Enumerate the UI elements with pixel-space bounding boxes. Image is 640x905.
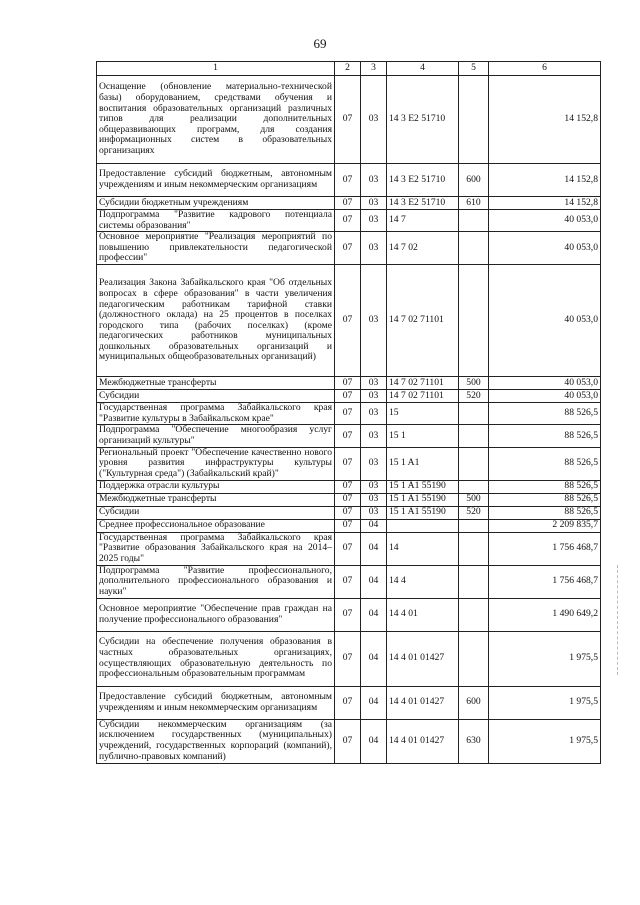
- row-target-code: 15: [387, 403, 459, 425]
- table-row: [97, 265, 601, 377]
- row-amount: 14 152,8: [489, 164, 601, 197]
- row-section: 07: [335, 447, 361, 480]
- row-expense-type: 520: [459, 390, 489, 403]
- row-target-code: 14 3 E2 51710: [387, 197, 459, 210]
- table-row: [97, 197, 601, 210]
- row-amount: 40 053,0: [489, 377, 601, 390]
- row-subsection: 03: [361, 403, 387, 425]
- row-name: Предоставление субсидий бюджетным, автономным учреждениям и иным некоммерческим организациям: [97, 164, 335, 197]
- row-section: 07: [335, 519, 361, 532]
- table-row: [97, 719, 601, 763]
- row-name: Субсидии бюджетным учреждениям: [97, 197, 335, 210]
- row-amount: 88 526,5: [489, 493, 601, 506]
- row-expense-type: 600: [459, 686, 489, 719]
- table-row: [97, 631, 601, 686]
- row-target-code: 14: [387, 532, 459, 565]
- table-row: [97, 532, 601, 565]
- row-target-code: 14 7 02 71101: [387, 265, 459, 377]
- row-amount: 40 053,0: [489, 390, 601, 403]
- header-cell: 5: [459, 62, 489, 76]
- row-section: 07: [335, 506, 361, 519]
- row-expense-type: 630: [459, 719, 489, 763]
- table-row: [97, 519, 601, 532]
- table-row: [97, 493, 601, 506]
- row-section: 07: [335, 403, 361, 425]
- row-expense-type: 610: [459, 197, 489, 210]
- row-section: 07: [335, 493, 361, 506]
- row-subsection: 03: [361, 390, 387, 403]
- row-amount: 1 975,5: [489, 686, 601, 719]
- row-expense-type: [459, 403, 489, 425]
- row-section: 07: [335, 265, 361, 377]
- row-subsection: 03: [361, 76, 387, 164]
- row-target-code: 14 3 E2 51710: [387, 164, 459, 197]
- row-subsection: 03: [361, 493, 387, 506]
- row-name: Подпрограмма "Обеспечение многообразия услуг организаций культуры": [97, 425, 335, 447]
- row-target-code: [387, 519, 459, 532]
- row-name: Субсидии некоммерческим организациям (за исключением государственных (муниципальных) учреждений, государственных корпораций (компаний), публично-правовых компаний): [97, 719, 335, 763]
- row-subsection: 04: [361, 719, 387, 763]
- row-expense-type: [459, 210, 489, 232]
- row-amount: 88 526,5: [489, 480, 601, 493]
- row-section: 07: [335, 377, 361, 390]
- row-name: Основное мероприятие "Обеспечение прав граждан на получение профессионального образования": [97, 598, 335, 631]
- row-subsection: 03: [361, 197, 387, 210]
- row-section: 07: [335, 425, 361, 447]
- row-amount: 40 053,0: [489, 265, 601, 377]
- row-name: Оснащение (обновление материально-технической базы) оборудованием, средствами обучения и воспитания образовательных организаций различных типов для реализации дополнительных общеразвивающих программ, для создания информационных систем в образовательных организациях: [97, 76, 335, 164]
- header-cell: 6: [489, 62, 601, 76]
- header-cell: 2: [335, 62, 361, 76]
- table-row: [97, 76, 601, 164]
- table-row: [97, 506, 601, 519]
- row-name: Региональный проект "Обеспечение качественно нового уровня развития инфраструктуры культуры ("Культурная среда") (Забайкальский край)": [97, 447, 335, 480]
- row-target-code: 15 1: [387, 425, 459, 447]
- row-expense-type: [459, 565, 489, 598]
- row-amount: 1 756 468,7: [489, 565, 601, 598]
- row-expense-type: 520: [459, 506, 489, 519]
- row-subsection: 04: [361, 686, 387, 719]
- table-row: [97, 210, 601, 232]
- row-subsection: 03: [361, 232, 387, 265]
- page-edge-mark: [617, 565, 618, 675]
- row-subsection: 03: [361, 447, 387, 480]
- row-subsection: 03: [361, 265, 387, 377]
- row-amount: 88 526,5: [489, 403, 601, 425]
- row-target-code: 14 4 01 01427: [387, 686, 459, 719]
- row-section: 07: [335, 480, 361, 493]
- table-row: [97, 164, 601, 197]
- table-row: [97, 598, 601, 631]
- row-expense-type: [459, 232, 489, 265]
- row-amount: 40 053,0: [489, 210, 601, 232]
- row-amount: 1 490 649,2: [489, 598, 601, 631]
- row-amount: 88 526,5: [489, 506, 601, 519]
- row-name: Подпрограмма "Развитие профессионального, дополнительного профессионального образования и науки": [97, 565, 335, 598]
- row-expense-type: 500: [459, 377, 489, 390]
- row-name: Субсидии: [97, 390, 335, 403]
- header-cell: 1: [97, 62, 335, 76]
- table-row: [97, 425, 601, 447]
- row-subsection: 03: [361, 480, 387, 493]
- row-section: 07: [335, 210, 361, 232]
- row-section: 07: [335, 390, 361, 403]
- row-amount: 14 152,8: [489, 197, 601, 210]
- row-name: Субсидии: [97, 506, 335, 519]
- row-name: Государственная программа Забайкальского края "Развитие культуры в Забайкальском крае": [97, 403, 335, 425]
- row-target-code: 14 7 02 71101: [387, 377, 459, 390]
- row-section: 07: [335, 164, 361, 197]
- row-section: 07: [335, 532, 361, 565]
- row-expense-type: [459, 425, 489, 447]
- row-name: Межбюджетные трансферты: [97, 493, 335, 506]
- row-expense-type: [459, 480, 489, 493]
- row-amount: 1 975,5: [489, 719, 601, 763]
- row-section: 07: [335, 631, 361, 686]
- budget-table: [96, 61, 601, 764]
- row-target-code: 14 3 E2 51710: [387, 76, 459, 164]
- row-expense-type: [459, 447, 489, 480]
- row-amount: 1 975,5: [489, 631, 601, 686]
- row-target-code: 14 4 01 01427: [387, 719, 459, 763]
- row-target-code: 15 1 A1 55190: [387, 480, 459, 493]
- row-name: Предоставление субсидий бюджетным, автономным учреждениям и иным некоммерческим организациям: [97, 686, 335, 719]
- table-row: [97, 390, 601, 403]
- row-section: 07: [335, 565, 361, 598]
- row-subsection: 03: [361, 210, 387, 232]
- table-row: [97, 377, 601, 390]
- row-subsection: 03: [361, 164, 387, 197]
- row-name: Межбюджетные трансферты: [97, 377, 335, 390]
- row-name: Субсидии на обеспечение получения образования в частных образовательных организациях, осуществляющих образовательную деятельность по профессиональным образовательным программам: [97, 631, 335, 686]
- row-expense-type: [459, 519, 489, 532]
- row-name: Поддержка отрасли культуры: [97, 480, 335, 493]
- row-expense-type: 600: [459, 164, 489, 197]
- row-amount: 2 209 835,7: [489, 519, 601, 532]
- header-cell: 4: [387, 62, 459, 76]
- row-subsection: 04: [361, 598, 387, 631]
- row-target-code: 14 4 01: [387, 598, 459, 631]
- table-row: [97, 686, 601, 719]
- row-subsection: 04: [361, 565, 387, 598]
- row-subsection: 03: [361, 425, 387, 447]
- table-row: [97, 232, 601, 265]
- row-name: Реализация Закона Забайкальского края "Об отдельных вопросах в сфере образования" в части увеличения педагогическим работникам тарифной ставки (должностного оклада) на 25 процентов в поселках городского типа (рабочих поселках) (кроме педагогических работников муниципальных дошкольных образовательных организаций и муниципальных общеобразовательных организаций): [97, 265, 335, 377]
- row-amount: 88 526,5: [489, 425, 601, 447]
- row-section: 07: [335, 232, 361, 265]
- row-expense-type: [459, 631, 489, 686]
- header-cell: 3: [361, 62, 387, 76]
- row-subsection: 03: [361, 377, 387, 390]
- row-name: Государственная программа Забайкальского края "Развитие образования Забайкальского края на 2014–2025 годы": [97, 532, 335, 565]
- row-amount: 88 526,5: [489, 447, 601, 480]
- row-target-code: 14 4 01 01427: [387, 631, 459, 686]
- row-target-code: 14 7 02 71101: [387, 390, 459, 403]
- row-subsection: 04: [361, 532, 387, 565]
- row-expense-type: [459, 265, 489, 377]
- page-number: 69: [313, 36, 327, 51]
- row-section: 07: [335, 197, 361, 210]
- row-amount: 14 152,8: [489, 76, 601, 164]
- row-subsection: 04: [361, 631, 387, 686]
- row-target-code: 15 1 A1 55190: [387, 506, 459, 519]
- table-row: [97, 565, 601, 598]
- row-amount: 40 053,0: [489, 232, 601, 265]
- row-section: 07: [335, 76, 361, 164]
- row-expense-type: [459, 532, 489, 565]
- row-section: 07: [335, 598, 361, 631]
- header-row: [97, 62, 601, 76]
- row-section: 07: [335, 719, 361, 763]
- row-target-code: 15 1 A1: [387, 447, 459, 480]
- row-target-code: 14 7: [387, 210, 459, 232]
- row-name: Основное мероприятие "Реализация мероприятий по повышению привлекательности педагогической профессии": [97, 232, 335, 265]
- row-target-code: 14 4: [387, 565, 459, 598]
- row-subsection: 03: [361, 506, 387, 519]
- row-expense-type: [459, 76, 489, 164]
- row-target-code: 14 7 02: [387, 232, 459, 265]
- table-row: [97, 403, 601, 425]
- row-name: Подпрограмма "Развитие кадрового потенциала системы образования": [97, 210, 335, 232]
- row-section: 07: [335, 686, 361, 719]
- row-expense-type: [459, 598, 489, 631]
- row-amount: 1 756 468,7: [489, 532, 601, 565]
- row-expense-type: 500: [459, 493, 489, 506]
- table-row: [97, 447, 601, 480]
- row-subsection: 04: [361, 519, 387, 532]
- row-name: Среднее профессиональное образование: [97, 519, 335, 532]
- row-target-code: 15 1 A1 55190: [387, 493, 459, 506]
- table-row: [97, 480, 601, 493]
